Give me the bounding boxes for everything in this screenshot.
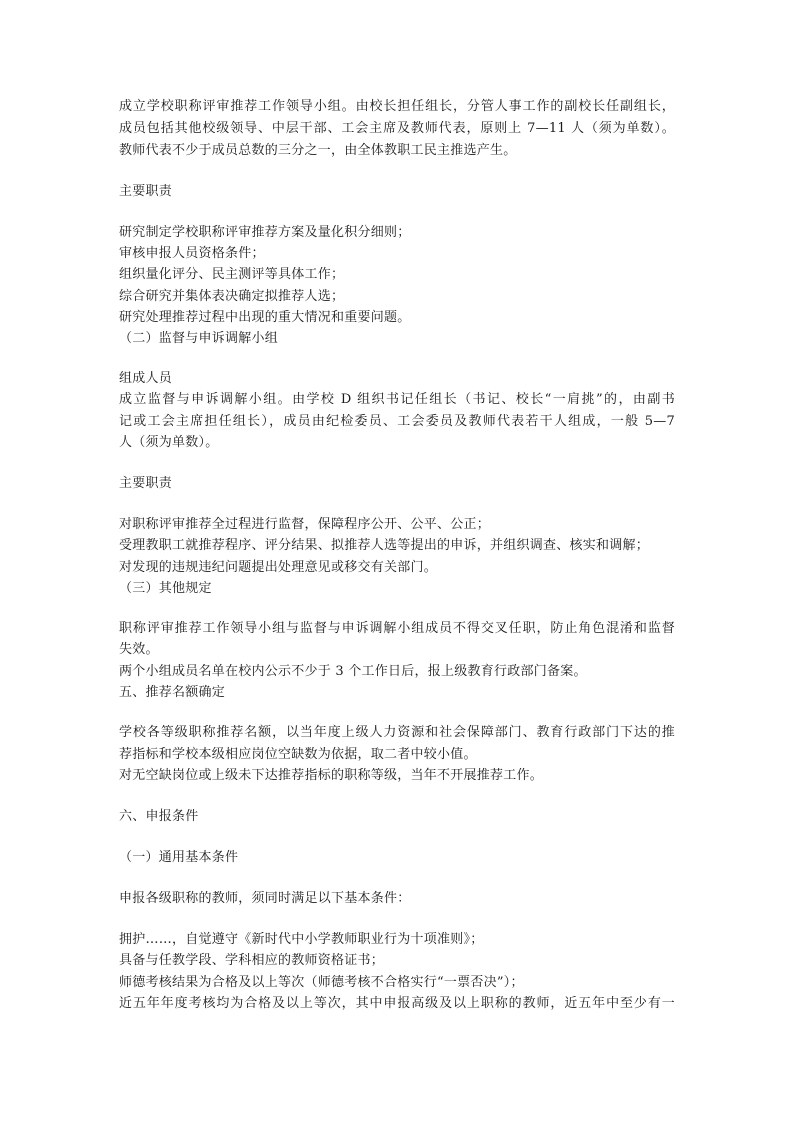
paragraph-line: 记或工会主席担任组长），成员由纪检委员、工会委员及教师代表若干人组成，一般 5—7 bbox=[119, 414, 675, 429]
paragraph-line: 职称评审推荐工作领导小组与监督与申诉调解小组成员不得交叉任职，防止角色混淆和监督 bbox=[119, 621, 675, 636]
paragraph-line: 对无空缺岗位或上级未下达推荐指标的职称等级，当年不开展推荐工作。 bbox=[119, 768, 544, 783]
list-item: 研究制定学校职称评审推荐方案及量化积分细则； bbox=[119, 225, 411, 240]
list-item: 具备与任教学段、学科相应的教师资格证书； bbox=[119, 953, 385, 968]
paragraph-line: 荐指标和学校本级相应岗位空缺数为依据，取二者中较小值。 bbox=[119, 747, 477, 762]
list-item: 对职称评审推荐全过程进行监督，保障程序公开、公平、公正； bbox=[119, 517, 491, 532]
paragraph-line: 两个小组成员名单在校内公示不少于 3 个工作日后，报上级教育行政部门备案。 bbox=[119, 664, 587, 679]
section-heading: （三）其他规定 bbox=[119, 581, 212, 596]
section-heading: 组成人员 bbox=[119, 371, 173, 386]
paragraph-line: 申报各级职称的教师，须同时满足以下基本条件： bbox=[119, 891, 411, 906]
section-heading: （一）通用基本条件 bbox=[119, 850, 239, 865]
paragraph-line: 人（须为单数）。 bbox=[119, 435, 219, 450]
list-item: 对发现的违规违纪问题提出处理意见或移交有关部门。 bbox=[119, 560, 438, 575]
paragraph-line: 成立学校职称评审推荐工作领导小组。由校长担任组长，分管人事工作的副校长任副组长， bbox=[119, 99, 675, 114]
paragraph-line: 成员包括其他校级领导、中层干部、工会主席及教师代表，原则上 7—11 人（须为单数）。 bbox=[119, 121, 675, 136]
list-item: 师德考核结果为合格及以上等次（师德考核不合格实行“一票否决”）； bbox=[119, 975, 524, 990]
section-heading: （二）监督与申诉调解小组 bbox=[119, 331, 279, 346]
paragraph-line: 教师代表不少于成员总数的三分之一，由全体教职工民主推选产生。 bbox=[119, 143, 517, 158]
paragraph-line: 学校各等级职称推荐名额，以当年度上级人力资源和社会保障部门、教育行政部门下达的推 bbox=[119, 725, 675, 740]
list-item: 组织量化评分、民主测评等具体工作； bbox=[119, 267, 345, 282]
section-heading: 五、推荐名额确定 bbox=[119, 685, 226, 700]
list-item: 审核申报人员资格条件； bbox=[119, 246, 265, 261]
list-item: 近五年年度考核均为合格及以上等次，其中申报高级及以上职称的教师，近五年中至少有一 bbox=[119, 996, 675, 1011]
list-item: 拥护……，自觉遵守《新时代中小学教师职业行为十项准则》； bbox=[119, 932, 484, 947]
list-item: 受理教职工就推荐程序、评分结果、拟推荐人选等提出的申诉，并组织调查、核实和调解； bbox=[119, 538, 650, 553]
section-heading: 主要职责 bbox=[119, 184, 173, 199]
paragraph-line: 成立监督与申诉调解小组。由学校 D 组织书记任组长（书记、校长“一肩挑”的，由副书 bbox=[119, 392, 675, 407]
paragraph-line: 失效。 bbox=[119, 642, 159, 657]
section-heading: 六、申报条件 bbox=[119, 809, 199, 824]
section-heading: 主要职责 bbox=[119, 476, 173, 491]
list-item: 综合研究并集体表决确定拟推荐人选； bbox=[119, 289, 345, 304]
list-item: 研究处理推荐过程中出现的重大情况和重要问题。 bbox=[119, 310, 411, 325]
